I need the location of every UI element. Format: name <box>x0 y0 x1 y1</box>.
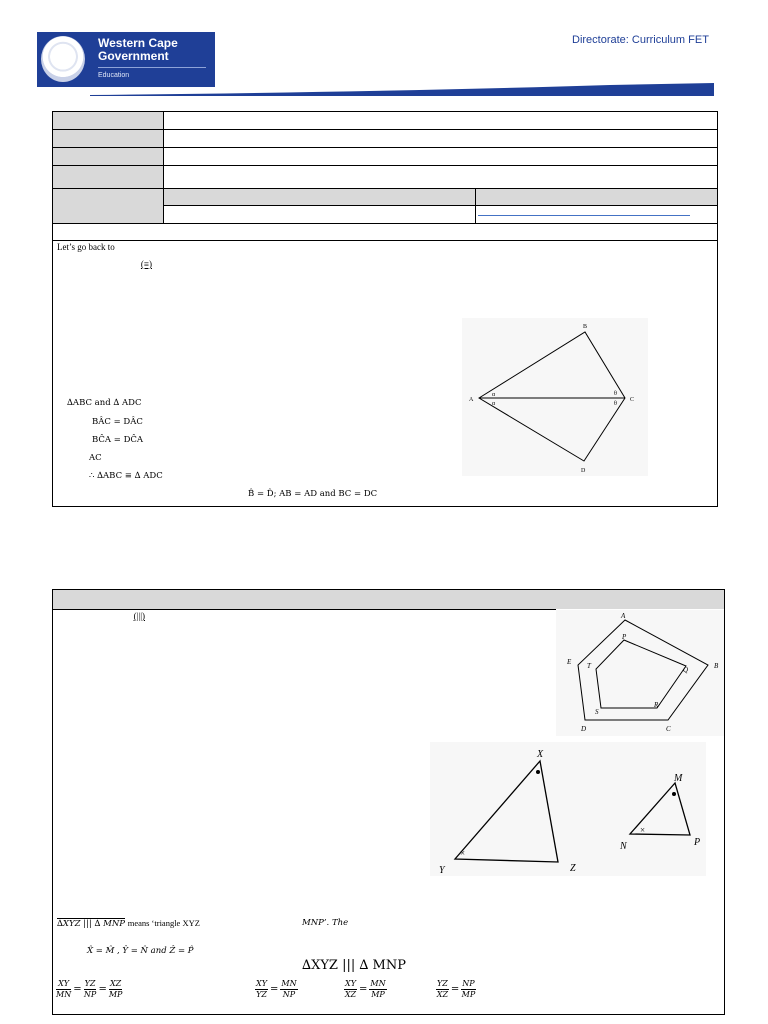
pentagon-label-b: B <box>714 662 719 670</box>
section-2-header-line <box>53 609 556 610</box>
proof-line-5: ∴ ∆ABC ≡ ∆ ADC <box>89 471 163 481</box>
proof-line-3: BĈA = DĈA <box>92 435 144 445</box>
ratio-group-1: $\frac{XY}{MN}$ = $\frac{YZ}{NP}$ = $\frac{XZ}{MP}$ <box>56 979 123 999</box>
notation-tail: MNP’. The <box>302 918 349 928</box>
fraction-numerator: MN <box>370 979 386 988</box>
ratio-fraction <box>56 979 71 1000</box>
proof-line-2: BÂC = DÂC <box>92 417 143 427</box>
pentagon-label-d: D <box>581 725 587 733</box>
logo-line-2: Government <box>98 49 169 63</box>
pentagon-label-q: Q <box>683 666 689 674</box>
fraction-numerator: XY <box>56 979 71 990</box>
proof-conclusion: B̂ = D̂; AB = AD and BC = DC <box>248 489 378 499</box>
info-table-divider <box>163 111 164 224</box>
notation-line <box>57 918 200 929</box>
fraction-denominator: XZ <box>344 990 357 999</box>
triangle-label-z: Z <box>570 863 576 874</box>
fraction-denominator: MP <box>108 990 123 999</box>
info-table-row-line <box>52 147 718 148</box>
pentagon-label-p: P <box>622 633 627 641</box>
logo-line-3: Education <box>98 72 130 79</box>
angle-dot-m <box>672 792 676 796</box>
notation-text: means ‘triangle XYZ <box>127 918 200 928</box>
fraction-denominator: NP <box>83 990 97 999</box>
fraction-denominator: MN <box>56 990 72 999</box>
ratio-fraction <box>436 979 449 1000</box>
logo-divider <box>98 67 206 68</box>
fraction-numerator: YZ <box>437 979 448 988</box>
ratio-fraction <box>109 979 123 1000</box>
info-table-row-line <box>52 165 718 166</box>
pentagon-diagram <box>556 610 724 736</box>
angle-dot-x <box>536 770 540 774</box>
pentagon-label-r: R <box>654 701 659 709</box>
notation-symbol: ∆XYZ ||| ∆ MNP <box>57 919 125 929</box>
angle-alpha-bottom: α <box>492 401 496 407</box>
fraction-numerator: YZ <box>84 979 96 988</box>
kite-label-d: D <box>581 468 586 474</box>
similarity-heading <box>57 611 145 622</box>
angle-theta-bottom: θ <box>614 401 617 407</box>
logo-line-1: Western Cape <box>98 36 178 50</box>
info-table-divider <box>475 188 476 224</box>
angle-cross-n: × <box>640 825 646 835</box>
ratio-fraction <box>369 979 386 1000</box>
ratio-fraction <box>255 979 268 1000</box>
ratio-fraction <box>84 979 97 1000</box>
fraction-numerator: MN <box>281 979 297 988</box>
triangle-label-y: Y <box>439 865 445 876</box>
header-swoosh-bar <box>90 82 714 97</box>
pentagon-label-e: E <box>567 658 572 666</box>
fraction-denominator: XZ <box>436 990 449 999</box>
similarity-symbol: (|||) <box>133 611 145 621</box>
ratio-group-3: $\frac{XY}{XZ}$ = $\frac{MN}{MP}$ <box>344 979 386 999</box>
ratio-fraction <box>461 979 475 1000</box>
fraction-numerator: XY <box>345 979 356 988</box>
directorate-title: Directorate: Curriculum FET <box>572 34 709 46</box>
congruence-heading <box>57 259 152 270</box>
similar-triangles-diagram <box>430 742 706 876</box>
angle-alpha-top: α <box>492 392 496 398</box>
ratio-fraction <box>344 979 357 1000</box>
pentagon-label-t: T <box>587 662 591 670</box>
ratio-fraction <box>280 979 297 1000</box>
pentagon-label-c: C <box>666 725 671 733</box>
proof-line-4: AC <box>89 453 102 463</box>
proof-line-1: ∆ABC and ∆ ADC <box>67 398 142 408</box>
triangle-label-x: X <box>537 749 544 760</box>
triangle-label-m: M <box>674 773 683 784</box>
kite-label-a: A <box>469 397 474 403</box>
angle-equalities: X̂ = M̂ , Ŷ = N̂ and Ẑ = P̂ <box>87 946 194 956</box>
triangle-label-p: P <box>694 837 701 848</box>
logo <box>37 32 215 87</box>
section-2-header <box>53 590 724 609</box>
angle-theta-top: θ <box>614 391 617 397</box>
ratio-group-2: $\frac{XY}{YZ}$ = $\frac{MN}{NP}$ <box>256 979 297 999</box>
angle-cross-y: × <box>460 848 466 858</box>
info-table-row-line <box>163 205 718 206</box>
congruence-symbol: (≡) <box>140 259 152 269</box>
info-table-row-line <box>52 223 718 224</box>
fraction-denominator: MP <box>371 990 385 999</box>
pentagon-label-s: S <box>595 708 599 716</box>
fraction-numerator: XY <box>256 979 267 988</box>
similar-statement: ∆XYZ ||| ∆ MNP <box>302 958 406 973</box>
info-table-subheader <box>164 189 717 205</box>
fraction-denominator: MP <box>461 990 476 999</box>
kite-label-c: C <box>630 397 635 403</box>
fraction-denominator: YZ <box>256 990 267 999</box>
intro-text: Let’s go back to <box>57 242 115 252</box>
kite-diagram <box>462 318 648 476</box>
fraction-numerator: XZ <box>109 979 122 988</box>
triangle-label-n: N <box>620 841 627 852</box>
pentagon-label-a: A <box>621 612 626 620</box>
fraction-numerator: NP <box>462 979 475 988</box>
ratio-group-4: $\frac{YZ}{XZ}$ = $\frac{NP}{MP}$ <box>436 979 476 999</box>
coat-of-arms-icon <box>41 36 85 82</box>
link-underline[interactable] <box>478 215 690 216</box>
kite-label-b: B <box>583 324 588 330</box>
info-table-row-line <box>52 129 718 130</box>
fraction-denominator: NP <box>282 990 296 999</box>
